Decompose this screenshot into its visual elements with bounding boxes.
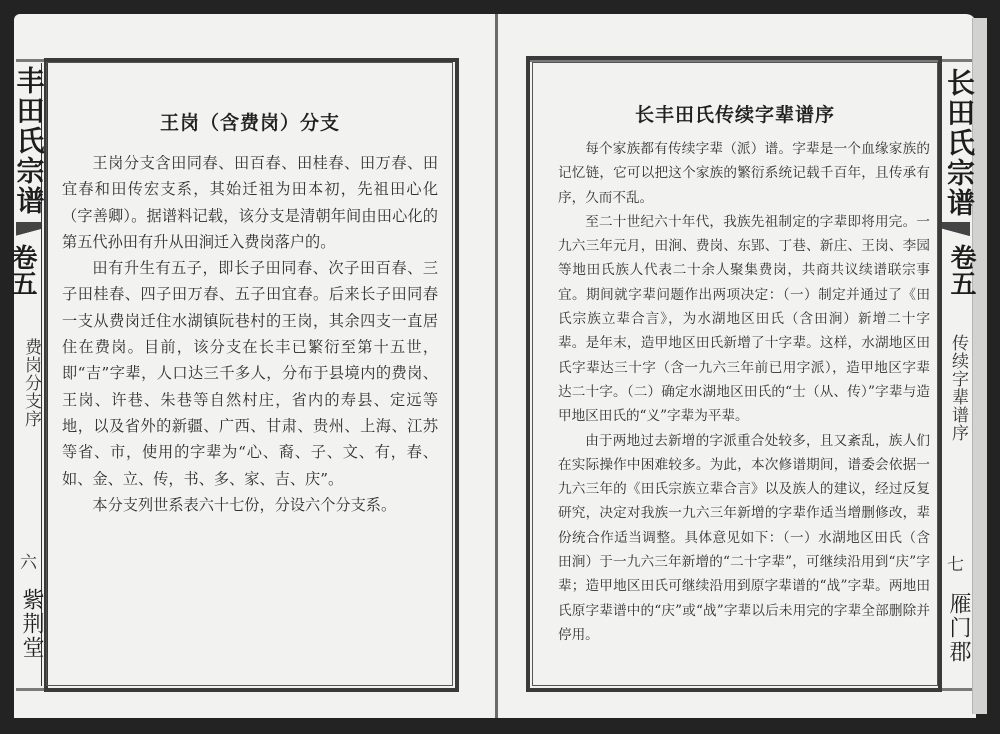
paragraph: 每个家族都有传续字辈（派）谱。字辈是一个血缘家族的记忆链，它可以把这个家族的繁衍系统记载千百年，且传承有序，久而不乱。 bbox=[558, 141, 930, 206]
body-text bbox=[558, 137, 930, 647]
paragraph: 田有升生有五子，即长子田同春、次子田百春、三子田桂春、四子田万春、五子田宜春。后来长子田同春一支从费岗迁住水湖镇阮巷村的王岗，其余四支一直居住在费岗。目前，该分支在长丰已繁衍至第十五世，即“吉”字辈，人口达三千多人，分布于县境内的费岗、王岗、许巷、朱巷等自然村庄，省内的寿县、定远等地，以及省外的新疆、广西、甘肃、贵州、上海、江苏等省、市，使用的字辈为“心、裔、子、文、有，春、如、金、立、传，书、多、家、吉、庆”。 bbox=[62, 259, 438, 488]
page-number: 六 bbox=[20, 553, 37, 573]
hall-name: 雁门郡 bbox=[946, 592, 971, 664]
spine-ribbon bbox=[16, 222, 41, 240]
page-title: 长丰田氏传续字辈谱序 bbox=[634, 104, 835, 126]
page-title: 王岗（含费岗）分支 bbox=[159, 112, 340, 134]
spine-section: 传续字辈谱序 bbox=[948, 334, 968, 442]
paragraph: 至二十世纪六十年代，我族先祖制定的字辈即将用完。一九六三年元月，田涧、费岗、东郢、丁巷、新庄、王岗、李园等地田氏族人代表二十余人聚集费岗，共商共议续谱联宗事宜。期间就字辈问题作出两项决定：（一）制定并通过了《田氏宗族立辈合言》，为水湖地区田氏（含田涧）新增二十字辈。是年末，造甲地区田氏新增了十字辈。这样，水湖地区田氏字辈达三十字（含一九六三年前已用字派），造甲地区字辈达二十字。（二）确定水湖地区田氏的“士（从、传）”字辈与造甲地区田氏的“义”字辈为平辈。 bbox=[558, 213, 930, 425]
hall-name: 紫荆堂 bbox=[19, 588, 44, 660]
page-number: 七 bbox=[947, 555, 964, 575]
paragraph: 本分支列世系表六十七份，分设六个分支系。 bbox=[92, 495, 397, 514]
spine-volume: 卷五 bbox=[7, 244, 37, 296]
spine-section: 费岗分支序 bbox=[21, 338, 41, 428]
paragraph: 王岗分支含田同春、田百春、田桂春、田万春、田宜春和田传宏支系，其始迁祖为田本初，先祖田心化（字善卿）。据谱料记载，该分支是清朝年间由田心化的第五代孙田有升从田涧迁入费岗落户的。 bbox=[62, 154, 438, 251]
spine-book-title: 长田氏宗谱 bbox=[943, 68, 976, 218]
spine-book-title: 丰田氏宗谱 bbox=[12, 66, 46, 216]
book-binding bbox=[495, 14, 498, 718]
spine-volume: 卷五 bbox=[946, 244, 976, 296]
spine-ribbon bbox=[942, 222, 970, 240]
paragraph: 由于两地过去新增的字派重合处较多，且又紊乱，族人们在实际操作中困难较多。为此，本次修谱期间，谱委会依据一九六三年的《田氏宗族立辈合言》以及族人的建议，经过反复研究，决定对我族一九六三年新增的字辈作适当增删修改，辈份统合作适当调整。具体意见如下：（一）水湖地区田氏（含田涧）于一九六三年新增的“二十字辈”，可继续沿用到“庆”字辈；造甲地区田氏可继续沿用到原字辈谱的“战”字辈。两地田氏原字辈谱中的“庆”或“战”字辈以后未用完的字辈全部删除并停用。 bbox=[558, 432, 930, 643]
body-text bbox=[62, 150, 438, 518]
